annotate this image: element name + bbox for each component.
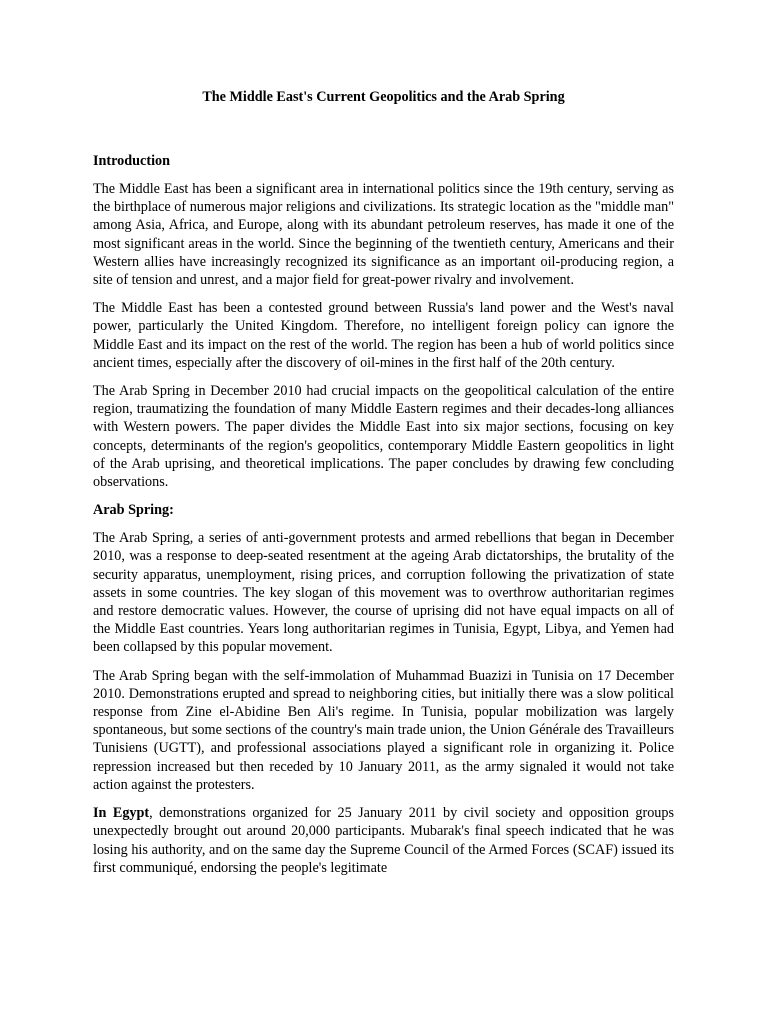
- document-title: The Middle East's Current Geopolitics and the Arab Spring: [202, 89, 565, 105]
- section-heading-introduction: Introduction: [93, 153, 170, 169]
- paragraph: The Arab Spring in December 2010 had crucial impacts on the geopolitical calculation of the entire region, traumatizing the foundation of many Middle Eastern regimes and their decades-long alliances with Western powers. The paper divides the Middle East into six major sections, focusing on key concepts, determinants of the region's geopolitics, contemporary Middle Eastern geopolitics in light of the Arab uprising, and theoretical implications. The paper concludes by drawing few concluding observations.: [93, 383, 674, 491]
- document-page: [93, 88, 674, 887]
- paragraph-egypt: [93, 804, 674, 877]
- section-heading-arab-spring: Arab Spring:: [93, 502, 174, 519]
- egypt-lead: In Egypt: [93, 805, 150, 822]
- paragraph: The Arab Spring began with the self-immolation of Muhammad Buazizi in Tunisia on 17 December 2010. Demonstrations erupted and spread to neighboring cities, but initially there was a slow political response from Zine el-Abidine Ben Ali's regime. In Tunisia, popular mobilization was largely spontaneous, but some sections of the country's main trade union, the Union Générale des Travailleurs Tunisiens (UGTT), and professional associations played a significant role in organizing it. Police repression increased but then receded by 10 January 2011, as the army signaled it would not take action against the protesters.: [93, 667, 674, 793]
- paragraph: The Middle East has been a significant area in international politics since the 19th century, serving as the birthplace of numerous major religions and civilizations. Its strategic location as the "middle man" among Asia, Africa, and Europe, along with its abundant petroleum reserves, has made it one of the most significant areas in the world. Since the beginning of the twentieth century, Americans and their Western allies have increasingly recognized its significance as an important oil-producing region, a site of tension and unrest, and a major field for great-power rivalry and involvement.: [93, 181, 674, 289]
- paragraph: The Middle East has been a contested ground between Russia's land power and the West's naval power, particularly the United Kingdom. Therefore, no intelligent foreign policy can ignore the Middle East and its impact on the rest of the world. The region has been a hub of world politics since ancient times, especially after the discovery of oil-mines in the first half of the 20th century.: [93, 300, 674, 371]
- paragraph: The Arab Spring, a series of anti-government protests and armed rebellions that began in December 2010, was a response to deep-seated resentment at the ageing Arab dictatorships, the brutality of the security apparatus, unemployment, rising prices, and corruption following the privatization of state assets in some countries. The key slogan of this movement was to overthrow authoritarian regimes and restore democratic values. However, the course of uprising did not have equal impacts on all of the Middle East countries. Years long authoritarian regimes in Tunisia, Egypt, Libya, and Yemen had been collapsed by this popular movement.: [93, 530, 674, 656]
- egypt-text: , demonstrations organized for 25 January 2011 by civil society and opposition groups unexpectedly brought out around 20,000 participants. Mubarak's final speech indicated that he was losing his authority, and on the same day the Supreme Council of the Armed Forces (SCAF) issued its first communiqué, endorsing the people's legitimate: [93, 805, 674, 876]
